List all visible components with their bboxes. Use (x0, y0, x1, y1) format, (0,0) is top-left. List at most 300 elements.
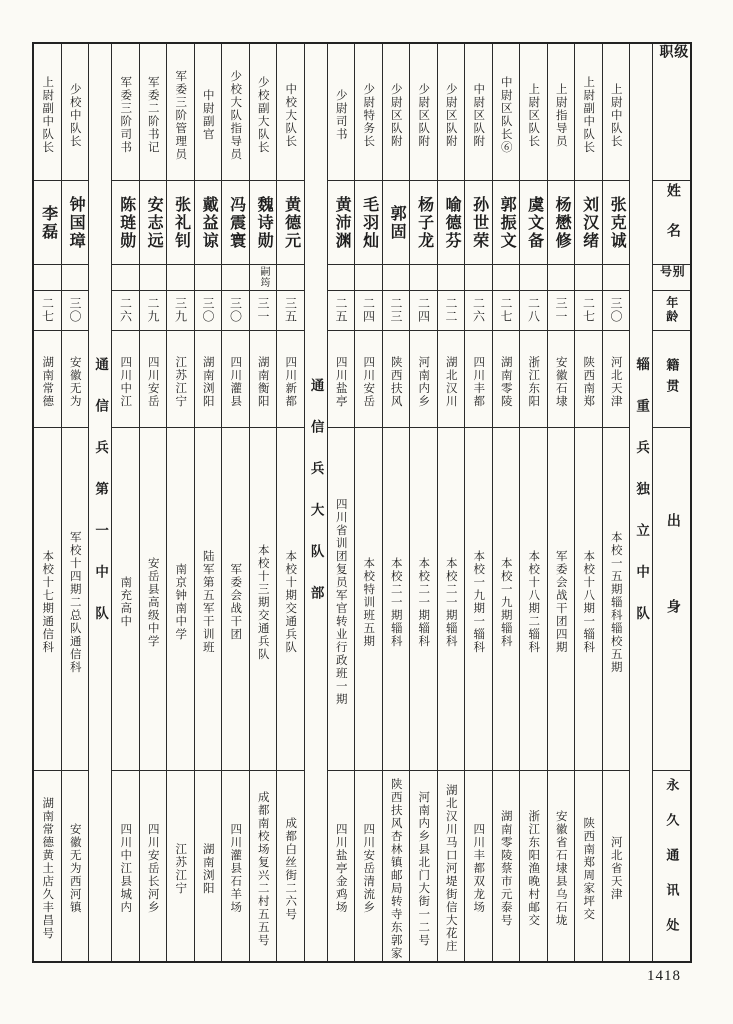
cell-origin (222, 428, 249, 771)
rank-text: 中尉副官 (201, 89, 214, 142)
person-column (111, 44, 139, 961)
age-text: 二五 (334, 297, 349, 324)
header-label-origin: 出身 (664, 513, 680, 686)
cell-address (465, 771, 492, 961)
address-text: 江苏江宁 (174, 842, 187, 895)
cell-alias (575, 265, 602, 291)
address-text: 成都南校场复兴二村五五号 (256, 790, 269, 947)
cell-native (575, 331, 602, 429)
cell-rank (355, 44, 382, 181)
cell-origin (112, 428, 139, 771)
origin-text: 本校十八期一辎科 (582, 550, 595, 655)
cell-address (34, 771, 61, 961)
cell-name (34, 181, 61, 265)
cell-name (493, 181, 520, 265)
cell-name (167, 181, 194, 265)
header-label-name: 姓名 (664, 182, 680, 263)
name-text: 喻德芬 (443, 195, 461, 250)
age-text: 三〇 (68, 297, 83, 324)
cell-native (520, 331, 547, 429)
cell-alias (62, 265, 89, 291)
cell-address (62, 771, 89, 961)
cell-age (112, 291, 139, 331)
address-text: 四川盐亭金鸡场 (334, 823, 347, 915)
cell-native (328, 331, 355, 429)
cell-name (112, 181, 139, 265)
cell-origin (328, 428, 355, 771)
cell-origin (575, 428, 602, 771)
cell-rank (383, 44, 410, 181)
cell-alias (222, 265, 249, 291)
person-column (276, 44, 304, 961)
section-strip (88, 44, 111, 961)
person-column (519, 44, 547, 961)
cell-rank (465, 44, 492, 181)
origin-text: 军委会战干团 (229, 563, 242, 642)
cell-rank (410, 44, 437, 181)
cell-rank (603, 44, 630, 181)
address-text: 四川灌县石羊场 (229, 823, 242, 915)
name-text: 孙世荣 (470, 195, 488, 250)
cell-name (355, 181, 382, 265)
cell-rank (438, 44, 465, 181)
address-text: 河北省天津 (609, 836, 622, 902)
cell-native (438, 331, 465, 429)
cell-rank (328, 44, 355, 181)
cell-age (383, 291, 410, 331)
address-text: 四川安岳清流乡 (362, 823, 375, 915)
name-text: 陈琏勋 (117, 195, 135, 250)
person-column (602, 44, 630, 961)
age-text: 二六 (118, 297, 133, 324)
cell-rank (493, 44, 520, 181)
person-column (382, 44, 410, 961)
cell-origin (438, 428, 465, 771)
cell-alias (34, 265, 61, 291)
cell-age (250, 291, 277, 331)
cell-rank (575, 44, 602, 181)
cell-rank (222, 44, 249, 181)
cell-address (520, 771, 547, 961)
person-column (464, 44, 492, 961)
header-cell-age (653, 291, 690, 331)
rank-text: 少尉特务长 (362, 82, 375, 148)
cell-native (140, 331, 167, 429)
cell-native (465, 331, 492, 429)
cell-age (34, 291, 61, 331)
cell-age (548, 291, 575, 331)
origin-text: 本校特训班五期 (362, 556, 375, 648)
section-title: 通信兵大队部 (308, 378, 324, 627)
cell-origin (410, 428, 437, 771)
native-text: 四川安岳 (362, 356, 375, 409)
name-text: 张礼钊 (172, 195, 190, 250)
cell-origin (140, 428, 167, 771)
native-text: 湖南常德 (41, 356, 54, 409)
address-text: 四川中江县城内 (119, 823, 132, 915)
age-text: 三五 (283, 297, 298, 324)
cell-address (277, 771, 304, 961)
cell-origin (520, 428, 547, 771)
cell-address (112, 771, 139, 961)
name-text: 毛羽灿 (360, 195, 378, 250)
person-column (327, 44, 355, 961)
cell-native (195, 331, 222, 429)
cell-rank (520, 44, 547, 181)
cell-name (222, 181, 249, 265)
cell-native (277, 331, 304, 429)
cell-origin (195, 428, 222, 771)
name-text: 安志远 (145, 195, 163, 250)
rank-text: 上尉副中队长 (582, 76, 595, 155)
age-text: 二二 (444, 297, 459, 324)
native-text: 四川中江 (119, 356, 132, 409)
name-text: 杨懋修 (553, 195, 571, 250)
cell-age (575, 291, 602, 331)
native-text: 安徽石埭 (554, 356, 567, 409)
address-text: 陕西扶风杏林镇邮局转寺东郭家 (389, 777, 402, 960)
native-text: 四川丰都 (472, 356, 485, 409)
cell-alias (438, 265, 465, 291)
person-column (34, 44, 61, 961)
header-label-rank: 级职 (657, 44, 688, 116)
cell-alias (465, 265, 492, 291)
cell-alias (493, 265, 520, 291)
cell-alias (277, 265, 304, 291)
origin-text: 四川省训团复员军官转业行政班一期 (334, 498, 347, 707)
rank-text: 少尉区队附 (389, 82, 402, 148)
rank-text: 中尉区队长⑥ (499, 76, 512, 155)
cell-age (167, 291, 194, 331)
cell-address (603, 771, 630, 961)
cell-address (410, 771, 437, 961)
section-title: 辎重兵独立中队 (634, 357, 650, 648)
name-text: 黄德元 (282, 195, 300, 250)
cell-rank (167, 44, 194, 181)
cell-age (520, 291, 547, 331)
rank-text: 中校大队长 (284, 82, 297, 148)
cell-address (438, 771, 465, 961)
person-column (492, 44, 520, 961)
cell-native (34, 331, 61, 429)
cell-native (493, 331, 520, 429)
cell-native (410, 331, 437, 429)
page-number: 1418 (647, 968, 681, 984)
name-text: 李磊 (39, 204, 57, 241)
cell-alias (140, 265, 167, 291)
person-column (354, 44, 382, 961)
origin-text: 本校一五期辎科辎校五期 (609, 530, 622, 674)
cell-native (112, 331, 139, 429)
cell-name (575, 181, 602, 265)
cell-address (548, 771, 575, 961)
cell-age (465, 291, 492, 331)
person-column (437, 44, 465, 961)
cell-address (383, 771, 410, 961)
cell-age (493, 291, 520, 331)
cell-age (603, 291, 630, 331)
person-column (409, 44, 437, 961)
name-text: 郭固 (388, 204, 406, 241)
origin-text: 本校十三期交通兵队 (256, 543, 269, 661)
origin-text: 本校一九期一辎科 (472, 550, 485, 655)
person-column (61, 44, 89, 961)
cell-alias (410, 265, 437, 291)
native-text: 四川盐亭 (334, 356, 347, 409)
cell-address (355, 771, 382, 961)
rank-text: 上尉中队长 (609, 82, 622, 148)
origin-text: 军委会战干团四期 (554, 550, 567, 655)
cell-name (465, 181, 492, 265)
age-text: 二四 (361, 297, 376, 324)
origin-text: 本校十七期通信科 (41, 550, 54, 655)
cell-name (603, 181, 630, 265)
cell-origin (548, 428, 575, 771)
cell-rank (140, 44, 167, 181)
origin-text: 陆军第五军干训班 (201, 550, 214, 655)
rank-text: 上尉副中队长 (41, 76, 54, 155)
rank-text: 上尉区队长 (527, 82, 540, 148)
roster-table (32, 42, 692, 963)
person-column (194, 44, 222, 961)
name-text: 虞文备 (525, 195, 543, 250)
cell-age (277, 291, 304, 331)
origin-text: 安岳县高级中学 (146, 556, 159, 648)
native-text: 四川新都 (284, 356, 297, 409)
name-text: 戴益谅 (200, 195, 218, 250)
address-text: 河南内乡县北门大街一二号 (417, 790, 430, 947)
header-label-native: 籍贯 (664, 358, 680, 401)
rank-text: 少校大队指导员 (229, 69, 242, 161)
age-text: 二七 (499, 297, 514, 324)
cell-name (438, 181, 465, 265)
rank-text: 军委二阶书记 (146, 76, 159, 155)
cell-origin (383, 428, 410, 771)
cell-origin (167, 428, 194, 771)
age-text: 二七 (581, 297, 596, 324)
cell-origin (250, 428, 277, 771)
cell-origin (277, 428, 304, 771)
native-text: 江苏江宁 (174, 356, 187, 409)
cell-origin (493, 428, 520, 771)
cell-address (140, 771, 167, 961)
age-text: 二七 (40, 297, 55, 324)
native-text: 河北天津 (609, 356, 622, 409)
cell-name (250, 181, 277, 265)
header-label-alias: 别号 (658, 265, 686, 280)
header-cell-alias (653, 265, 690, 291)
age-text: 三〇 (228, 297, 243, 324)
age-text: 三九 (173, 297, 188, 324)
cell-origin (34, 428, 61, 771)
origin-text: 本校二一期辎科 (389, 556, 402, 648)
name-text: 刘汉绪 (580, 195, 598, 250)
rank-text: 少尉区队附 (417, 82, 430, 148)
header-cell-address (653, 771, 690, 961)
person-column (139, 44, 167, 961)
cell-name (328, 181, 355, 265)
cell-alias (548, 265, 575, 291)
cell-alias (112, 265, 139, 291)
cell-age (438, 291, 465, 331)
age-text: 二八 (526, 297, 541, 324)
age-text: 二九 (146, 297, 161, 324)
cell-name (140, 181, 167, 265)
cell-rank (195, 44, 222, 181)
address-text: 陕西南郑周家坪交 (582, 816, 595, 921)
name-text: 冯震寰 (227, 195, 245, 250)
age-text: 三〇 (609, 297, 624, 324)
cell-rank (34, 44, 61, 181)
rank-text: 中尉区队附 (472, 82, 485, 148)
header-cell-native (653, 331, 690, 429)
person-column (574, 44, 602, 961)
rank-text: 上尉指导员 (554, 82, 567, 148)
cell-address (167, 771, 194, 961)
cell-alias (355, 265, 382, 291)
person-column (547, 44, 575, 961)
address-text: 四川安岳长河乡 (146, 823, 159, 915)
header-label-age: 年龄 (664, 296, 679, 325)
native-text: 湖南衡阳 (256, 356, 269, 409)
cell-address (250, 771, 277, 961)
age-text: 二六 (471, 297, 486, 324)
header-label-address: 永久通讯处 (664, 778, 680, 954)
cell-name (410, 181, 437, 265)
cell-rank (62, 44, 89, 181)
address-text: 四川丰都双龙场 (472, 823, 485, 915)
cell-rank (277, 44, 304, 181)
rank-text: 军委三阶管理员 (174, 69, 187, 161)
cell-name (277, 181, 304, 265)
cell-alias (520, 265, 547, 291)
section-strip (304, 44, 327, 961)
section-title: 通信兵第一中队 (93, 357, 109, 648)
address-text: 湖北汉川马口河堤街信大花庄 (444, 784, 457, 954)
address-text: 浙江东阳渔晚村邮交 (527, 810, 540, 928)
cell-age (410, 291, 437, 331)
cell-age (195, 291, 222, 331)
cell-native (603, 331, 630, 429)
cell-address (493, 771, 520, 961)
native-text: 陕西扶风 (389, 356, 402, 409)
origin-text: 本校十八期二辎科 (527, 550, 540, 655)
cell-name (383, 181, 410, 265)
person-column (221, 44, 249, 961)
age-text: 二三 (389, 297, 404, 324)
cell-native (250, 331, 277, 429)
native-text: 湖南零陵 (499, 356, 512, 409)
address-text: 安徽省石埭县乌石垅 (554, 810, 567, 928)
cell-rank (112, 44, 139, 181)
origin-text: 本校一九期辎科 (499, 556, 512, 648)
address-text: 成都白丝街二六号 (284, 816, 297, 921)
cell-age (328, 291, 355, 331)
cell-native (167, 331, 194, 429)
age-text: 三一 (256, 297, 271, 324)
person-column (166, 44, 194, 961)
cell-native (355, 331, 382, 429)
cell-rank (250, 44, 277, 181)
alias-text: 嗣筠 (258, 266, 269, 289)
name-text: 魏诗勋 (255, 195, 273, 250)
cell-age (140, 291, 167, 331)
cell-alias (195, 265, 222, 291)
address-text: 湖南浏阳 (201, 842, 214, 895)
age-text: 三〇 (201, 297, 216, 324)
cell-age (62, 291, 89, 331)
section-strip (629, 44, 652, 961)
name-text: 张克诚 (608, 195, 626, 250)
cell-alias (603, 265, 630, 291)
header-cell-origin (653, 428, 690, 771)
rank-text: 少尉司书 (334, 89, 347, 142)
cell-address (328, 771, 355, 961)
cell-native (548, 331, 575, 429)
native-text: 四川安岳 (146, 356, 159, 409)
address-text: 安徽无为西河镇 (68, 823, 81, 915)
cell-alias (250, 265, 277, 291)
header-cell-rank (653, 44, 690, 181)
header-column (652, 44, 690, 961)
cell-address (195, 771, 222, 961)
rank-text: 少尉区队附 (444, 82, 457, 148)
rank-text: 军委三阶司书 (119, 76, 132, 155)
age-text: 三一 (554, 297, 569, 324)
person-column (249, 44, 277, 961)
cell-native (383, 331, 410, 429)
rank-text: 少校副大队长 (256, 76, 269, 155)
address-text: 湖南常德黄土店久丰昌号 (41, 797, 54, 941)
cell-age (355, 291, 382, 331)
origin-text: 本校二一期辎科 (444, 556, 457, 648)
cell-name (62, 181, 89, 265)
cell-origin (62, 428, 89, 771)
origin-text: 本校二一期辎科 (417, 556, 430, 648)
origin-text: 军校十四期二总队通信科 (68, 530, 81, 674)
cell-address (222, 771, 249, 961)
cell-address (575, 771, 602, 961)
cell-alias (167, 265, 194, 291)
cell-name (548, 181, 575, 265)
native-text: 四川灌县 (229, 356, 242, 409)
origin-text: 南充高中 (119, 576, 132, 629)
cell-name (195, 181, 222, 265)
native-text: 陕西南郑 (582, 356, 595, 409)
origin-text: 南京钟南中学 (174, 563, 187, 642)
cell-alias (328, 265, 355, 291)
cell-origin (465, 428, 492, 771)
name-text: 郭振文 (498, 195, 516, 250)
cell-origin (603, 428, 630, 771)
name-text: 杨子龙 (415, 195, 433, 250)
age-text: 二四 (416, 297, 431, 324)
cell-native (62, 331, 89, 429)
header-cell-name (653, 181, 690, 265)
native-text: 安徽无为 (68, 356, 81, 409)
origin-text: 本校十期交通兵队 (284, 550, 297, 655)
native-text: 河南内乡 (417, 356, 430, 409)
cell-age (222, 291, 249, 331)
cell-native (222, 331, 249, 429)
native-text: 浙江东阳 (527, 356, 540, 409)
cell-origin (355, 428, 382, 771)
cell-rank (548, 44, 575, 181)
name-text: 钟国璋 (67, 195, 85, 250)
cell-alias (383, 265, 410, 291)
address-text: 湖南零陵蔡市元泰号 (499, 810, 512, 928)
native-text: 湖南浏阳 (201, 356, 214, 409)
